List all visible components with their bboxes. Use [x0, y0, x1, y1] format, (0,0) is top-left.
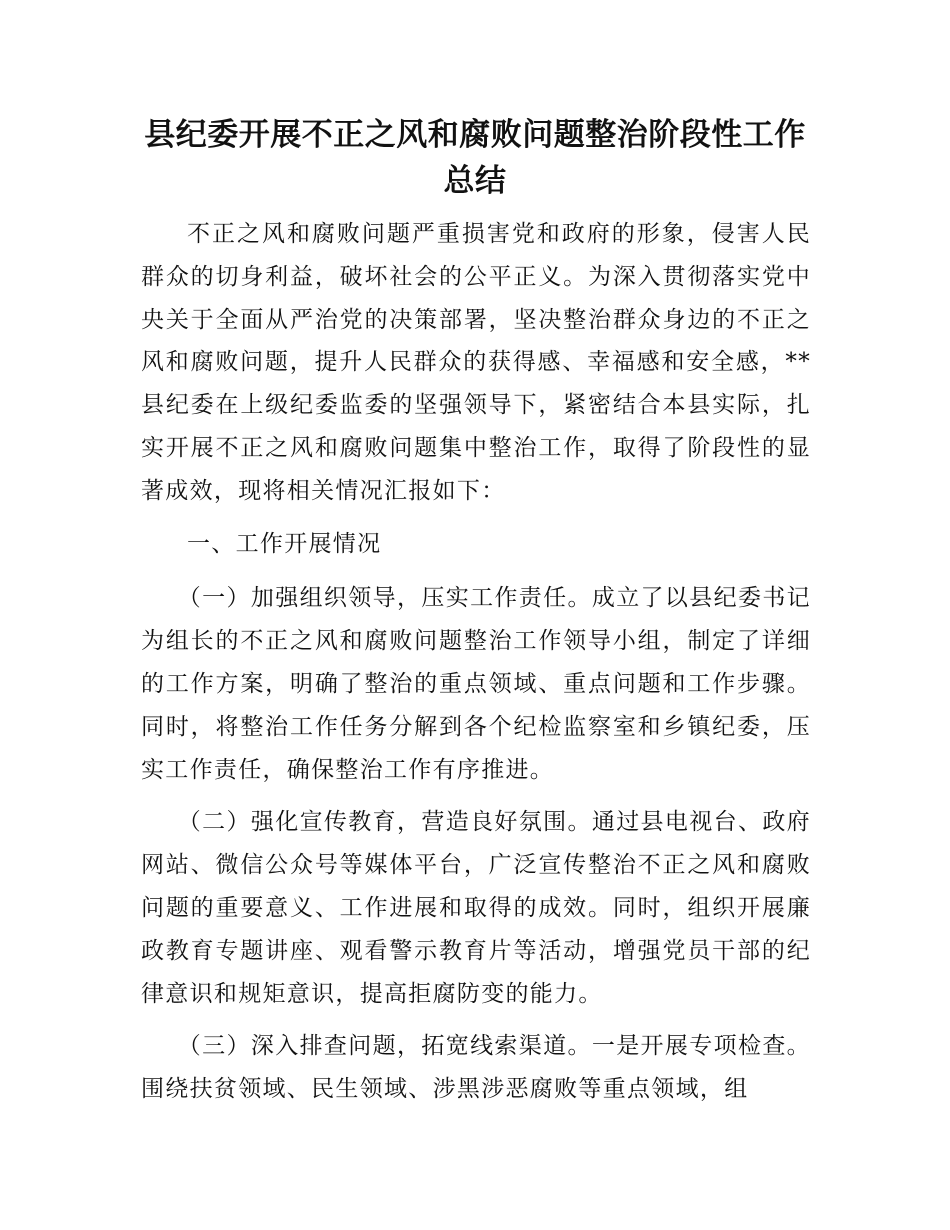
- subsection-paragraph-2: （二）强化宣传教育，营造良好氛围。通过县电视台、政府网站、微信公众号等媒体平台，广泛宣传整治不正之风和腐败问题的重要意义、工作进展和取得的成效。同时，组织开展廉政教育专题讲座、观看警示教育片等活动，增强党员干部的纪律意识和规矩意识，提高拒腐防变的能力。: [141, 809, 811, 1007]
- document-title: 县纪委开展不正之风和腐败问题整治阶段性工作总结: [144, 117, 806, 199]
- subsection-paragraph-1: （一）加强组织领导，压实工作责任。成立了以县纪委书记为组长的不正之风和腐败问题整治工作领导小组，制定了详细的工作方案，明确了整治的重点领域、重点问题和工作步骤。同时，将整治工作任务分解到各个纪检监察室和乡镇纪委，压实工作责任，确保整治工作有序推进。: [141, 585, 811, 783]
- intro-paragraph: 不正之风和腐败问题严重损害党和政府的形象，侵害人民群众的切身利益，破坏社会的公平正义。为深入贯彻落实党中央关于全面从严治党的决策部署，坚决整治群众身边的不正之风和腐败问题，提升人民群众的获得感、幸福感和安全感，**县纪委在上级纪委监委的坚强领导下，紧密结合本县实际，扎实开展不正之风和腐败问题集中整治工作，取得了阶段性的显著成效，现将相关情况汇报如下：: [141, 221, 811, 504]
- section-heading: 一、工作开展情况: [187, 530, 382, 557]
- subsection-paragraph-3: （三）深入排查问题，拓宽线索渠道。一是开展专项检查。围绕扶贫领域、民生领域、涉黑涉恶腐败等重点领域，组: [141, 1033, 811, 1103]
- document-body: [141, 213, 811, 1121]
